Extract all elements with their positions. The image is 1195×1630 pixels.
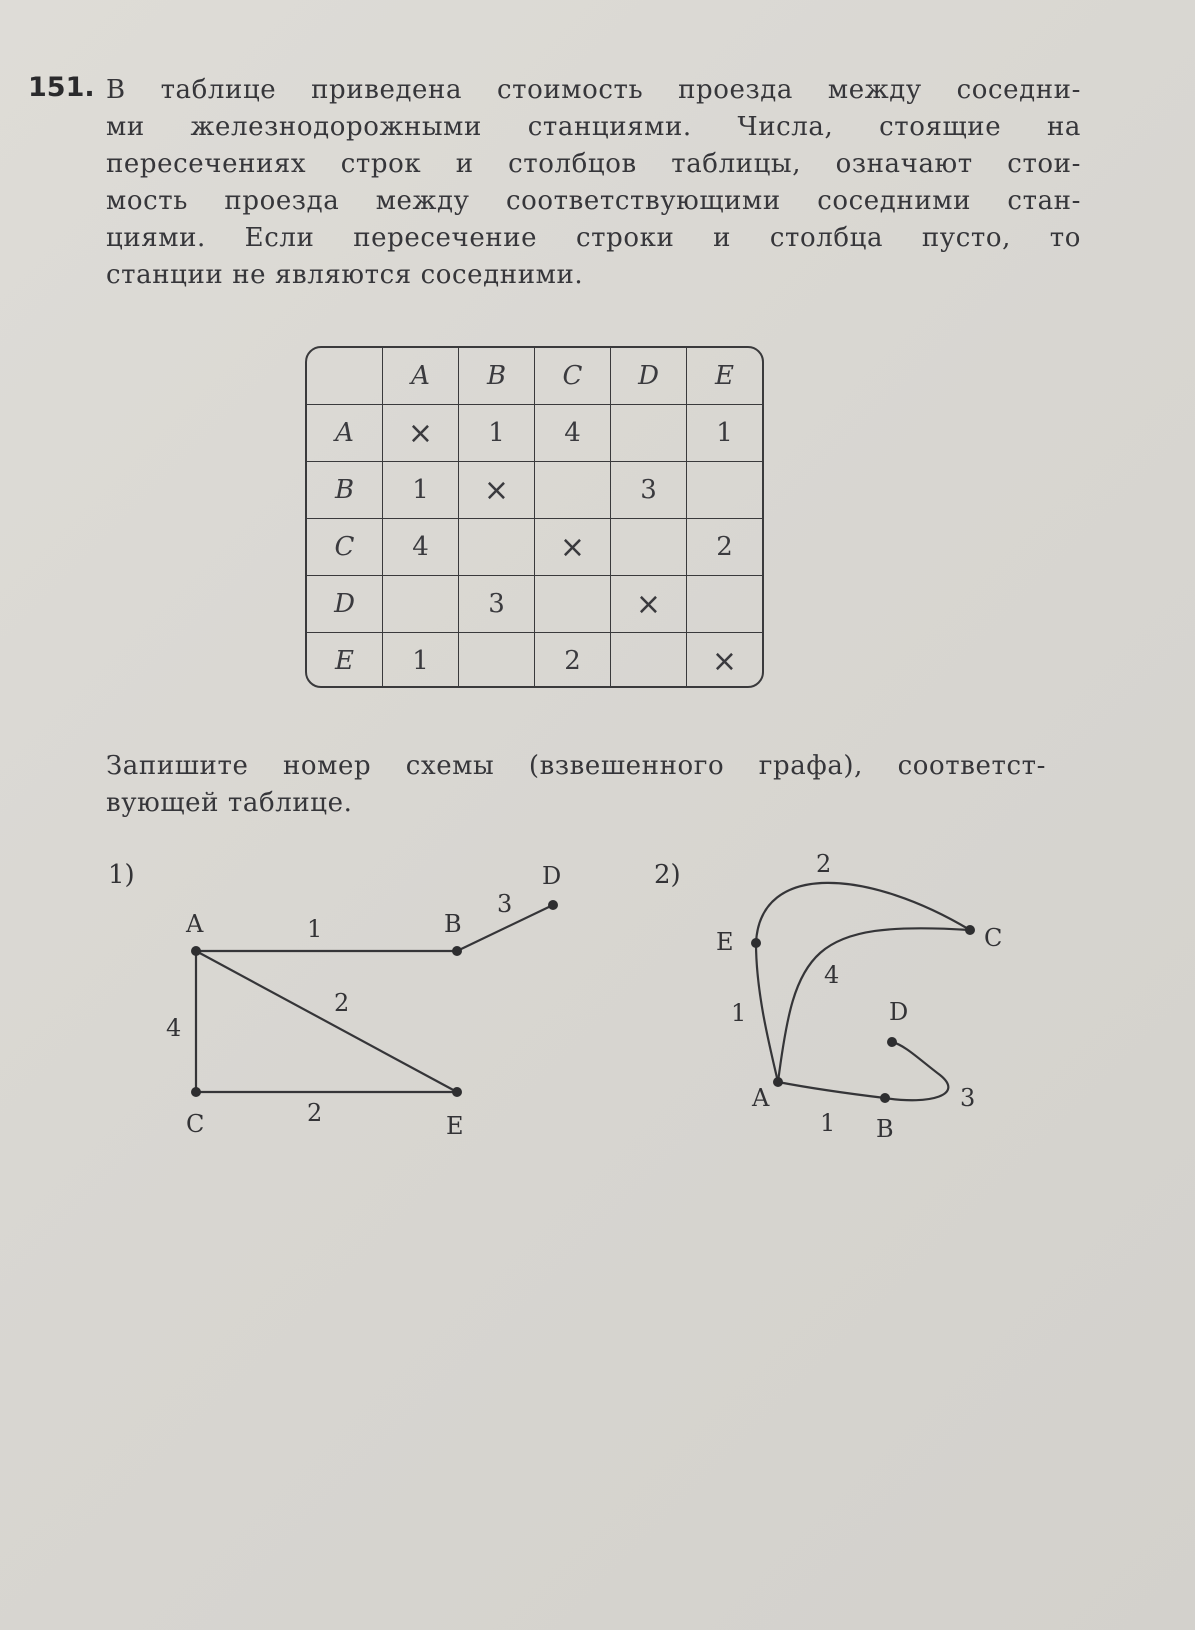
table-cell: × [459,462,535,519]
problem-number: 151. [28,72,95,103]
row-header: C [307,519,383,576]
graph-1-weight-ac: 4 [166,1014,182,1042]
graph-1-node-b: B [444,910,462,938]
graph-2-weight-ac: 4 [824,961,840,989]
graph-1-node-e: E [446,1112,464,1140]
graph-2-weight-ab: 1 [820,1109,836,1137]
graph-2-node-a: A [752,1084,770,1112]
node-dot-c [965,925,975,935]
graph-1-weight-ce: 2 [307,1099,323,1127]
graph-1-weight-ae: 2 [334,989,350,1017]
table-cell: 1 [459,405,535,462]
graph-2-label: 2) [654,860,681,890]
edge-b-d [885,1042,948,1100]
node-dot-b [880,1093,890,1103]
graph-2-node-c: C [984,924,1003,952]
node-dot-a [773,1077,783,1087]
edge-a-c [778,928,970,1082]
graph-2-weight-ae: 1 [731,999,747,1027]
row-header: E [307,633,383,689]
table-cell: × [383,405,459,462]
graph-2-weight-ec: 2 [816,850,832,878]
table-cell: 4 [383,519,459,576]
problem-line: циями. Если пересечение строки и столбца пусто, то [106,223,1081,253]
column-header: D [611,348,687,405]
graph-1 [196,905,553,1092]
column-header: C [535,348,611,405]
row-header: B [307,462,383,519]
task-line: Запишите номер схемы (взвешенного графа), соответст- [106,751,1046,781]
node-dot-d [548,900,558,910]
node-dot-c [191,1087,201,1097]
column-header: B [459,348,535,405]
graph-2-node-b: B [876,1115,894,1143]
table-cell: 3 [459,576,535,633]
graph-1-node-a: A [186,910,204,938]
node-dot-e [452,1087,462,1097]
node-dot-b [452,946,462,956]
table-cell: 4 [535,405,611,462]
table-cell: 2 [687,519,763,576]
node-dot-d [887,1037,897,1047]
graph-2 [756,883,970,1100]
row-header: D [307,576,383,633]
problem-line: В таблице приведена стоимость проезда между соседни- [106,75,1081,105]
graph-1-weight-bd: 3 [497,890,513,918]
graph-1-node-d: D [542,862,562,890]
graph-2-node-e: E [716,928,734,956]
column-header: A [383,348,459,405]
problem-line: ми железнодорожными станциями. Числа, стоящие на [106,112,1081,142]
graph-2-node-d: D [889,998,909,1026]
edge-a-e [196,951,457,1092]
table-cell: × [687,633,763,689]
node-dot-e [751,938,761,948]
table-cell: 1 [383,462,459,519]
graph-1-label: 1) [108,860,135,890]
edge-a-e [756,943,778,1082]
column-header: E [687,348,763,405]
task-line: вующей таблице. [106,788,353,818]
table-cell: × [535,519,611,576]
problem-line: мость проезда между соответствующими соседними стан- [106,186,1081,216]
table-cell: 1 [687,405,763,462]
edge-a-b [778,1082,885,1098]
table-cell: 2 [535,633,611,689]
graph-1-node-c: C [186,1110,205,1138]
graph-1-weight-ab: 1 [307,915,323,943]
problem-line: станции не являются соседними. [106,260,584,290]
table-cell: × [611,576,687,633]
problem-line: пересечениях строк и столбцов таблицы, означают стои- [106,149,1081,179]
table-cell: 3 [611,462,687,519]
row-header: A [307,405,383,462]
graph-2-weight-bd: 3 [960,1084,976,1112]
table-cell: 1 [383,633,459,689]
node-dot-a [191,946,201,956]
